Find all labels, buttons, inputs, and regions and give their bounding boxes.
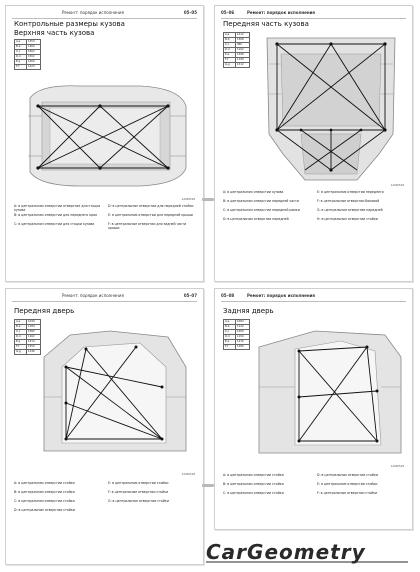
note-item: Н: в центральном отверстии стойки bbox=[317, 217, 378, 221]
note-item: В: в центральном отверстии стойки bbox=[223, 482, 284, 486]
header-section: Ремонт: порядок исполнения bbox=[62, 293, 124, 298]
note-item: С: в центральном отверстии стойки bbox=[14, 499, 75, 503]
page-title: Задняя дверь bbox=[223, 307, 274, 315]
page-number: 05–08 bbox=[221, 293, 235, 298]
front-body-diagram bbox=[261, 34, 401, 184]
note-item: D: в центральном отверстии для передней стойки bbox=[108, 204, 194, 208]
note-item: Е: в центральном отверстии стойки bbox=[108, 481, 169, 485]
header-section: Ремонт: порядок исполнения bbox=[247, 293, 315, 298]
page-title: Контрольные размеры кузова bbox=[14, 20, 125, 28]
note-item: А: в центральном отверстии стойки bbox=[14, 481, 75, 485]
figure-reference: 1A046528 bbox=[390, 465, 404, 468]
page-connector bbox=[202, 484, 214, 487]
page-number: 05–06 bbox=[221, 10, 235, 15]
notes-list bbox=[223, 473, 405, 523]
note-item: Е: в центральном отверстии переднего bbox=[317, 190, 384, 194]
note-item: Е: в центральном отверстии для передней крыши bbox=[108, 213, 193, 217]
front-door-opening-diagram bbox=[40, 327, 190, 455]
note-item: Е: в центральном отверстии стойки bbox=[317, 482, 378, 486]
watermark-text: CarGeometry bbox=[206, 540, 366, 564]
note-item: В: в центральном отверстии для переднего края bbox=[14, 213, 97, 217]
note-item: D: в центральном отверстии стойки bbox=[14, 508, 75, 512]
figure-reference: 1A046528 bbox=[181, 473, 195, 476]
dimension-table: A-a 1084 B-b 1142 C-c 1000 D-d 1194 E-e 1276 F-f 1280 bbox=[223, 319, 250, 350]
page-subtitle: Верхняя часть кузова bbox=[14, 29, 95, 37]
page-header bbox=[12, 10, 197, 19]
header-section: Ремонт: порядок исполнения bbox=[62, 10, 124, 15]
header-section: Ремонт: порядок исполнения bbox=[247, 10, 315, 15]
page-title: Передняя часть кузова bbox=[223, 20, 309, 28]
notes-list bbox=[14, 204, 196, 264]
body-top-diagram bbox=[20, 76, 192, 196]
note-item: С: в центральном отверстии стойки bbox=[223, 491, 284, 495]
note-item: F: в центральном отверстии стойки bbox=[317, 491, 378, 495]
note-item: С: в центральном отверстии для стоцки кузова bbox=[14, 222, 95, 226]
page-number: 05–07 bbox=[183, 293, 197, 298]
note-item: F: в центральном отверстии боковой bbox=[317, 199, 380, 203]
figure-reference: 1A046528 bbox=[390, 184, 404, 187]
cargeometry-watermark bbox=[204, 540, 410, 564]
page-header bbox=[221, 293, 406, 302]
page-connector bbox=[202, 198, 214, 201]
figure-reference: 1A046528 bbox=[181, 198, 195, 201]
dimension-table: A-a 1354 B-b 1460 C-c 1602 D-d 1502 E-e 1460 F-f 1424 bbox=[14, 39, 41, 70]
note-item: F: в центральном отверстии для задней части крыши bbox=[108, 222, 187, 231]
notes-list bbox=[14, 481, 196, 551]
notes-list bbox=[223, 190, 405, 260]
manual-page-1 bbox=[5, 5, 204, 282]
note-item: G: в центральном отверстии передней bbox=[317, 208, 383, 212]
note-item: F: в центральном отверстии стойки bbox=[108, 490, 169, 494]
note-item: D: в центральном отверстии стойки bbox=[317, 473, 378, 477]
note-item: А: в центральном отверстии отверстие для стоцки кузова bbox=[14, 204, 101, 213]
manual-page-4 bbox=[214, 288, 413, 530]
page-header bbox=[12, 293, 197, 302]
note-item: А: в центральном отверстии кузова bbox=[223, 190, 284, 194]
page-number: 05–05 bbox=[183, 10, 197, 15]
note-item: С: в центральном отверстии передней рамки bbox=[223, 208, 300, 212]
manual-page-2 bbox=[214, 5, 413, 282]
note-item: В: в центральном отверстии передней части bbox=[223, 199, 299, 203]
note-item: D: в центральном отверстии передней bbox=[223, 217, 289, 221]
note-item: В: в центральном отверстии стойки bbox=[14, 490, 75, 494]
page-title: Передняя дверь bbox=[14, 307, 75, 315]
watermark-logo bbox=[204, 540, 410, 564]
note-item: А: в центральном отверстии стойки bbox=[223, 473, 284, 477]
note-item: G: в центральном отверстии стойки bbox=[108, 499, 169, 503]
manual-page-3 bbox=[5, 288, 204, 565]
rear-door-opening-diagram bbox=[255, 327, 405, 457]
dimension-table: A-a 1212 B-b 1368 C-c 966 D-d 1102 E-e 1496 F-f 1190 G-g 1312 bbox=[223, 32, 250, 68]
page-header bbox=[221, 10, 406, 19]
dimension-table: A-a 1040 B-b 1184 C-c 1082 D-d 1162 E-e 1314 F-f 1250 G-g 1146 bbox=[14, 319, 41, 355]
